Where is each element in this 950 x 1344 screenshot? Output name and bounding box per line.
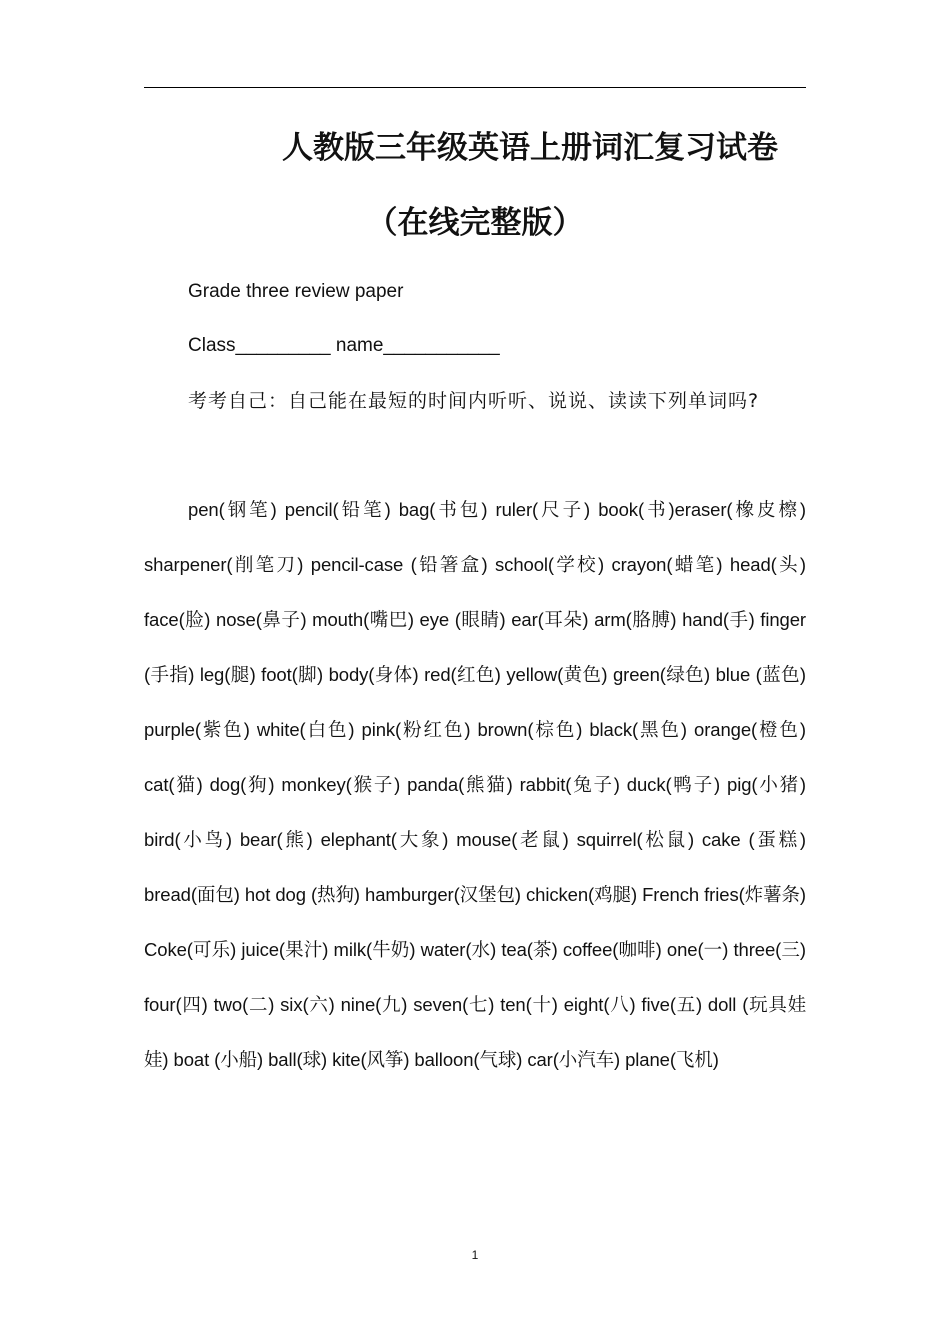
header-rule — [144, 87, 806, 88]
page-number: 1 — [471, 1248, 479, 1262]
document-subtitle-cn: （在线完整版） — [366, 205, 584, 241]
class-name-line: Class_________ name___________ — [188, 335, 500, 356]
intro-paragraph: 考考自己：自己能在最短的时间内听听、说说、读读下列单词吗? — [188, 390, 760, 412]
document-title: 人教版三年级英语上册词汇复习试卷 — [282, 130, 778, 166]
vocabulary-paragraph: pen(钢笔) pencil(铅笔) bag(书包) ruler(尺子) book(书)eraser(橡皮檫) sharpener(削笔刀) pencil-case (铅箸盒) school(学校) crayon(蜡笔) head(头) face(脸) nose(鼻子) mouth(嘴巴) eye (眼睛) ear(耳朵) arm(胳膊) hand(手) finger (手指) leg(腿) foot(脚) body(身体) red(红色) yellow(黄色) green(绿色) blue (蓝色) purple(紫色) white(白色) pink(粉红色) brown(棕色) black(黑色) orange(橙色) cat(猫) dog(狗) monkey(猴子) panda(熊猫) rabbit(兔子) duck(鸭子) pig(小猪) bird(小鸟) bear(熊) elephant(大象) mouse(老鼠) squirrel(松鼠) cake (蛋糕) bread(面包) hot dog (热狗) hamburger(汉堡包) chicken(鸡腿) French fries(炸薯条) Coke(可乐) juice(果汁) milk(牛奶) water(水) tea(茶) coffee(咖啡) one(一) three(三) four(四) two(二) six(六) nine(九) seven(七) ten(十) eight(八) five(五) doll (玩具娃娃) boat (小船) ball(球) kite(风筝) balloon(气球) car(小汽车) plane(飞机) — [144, 499, 806, 1070]
paper-subtitle: Grade three review paper — [188, 281, 404, 302]
